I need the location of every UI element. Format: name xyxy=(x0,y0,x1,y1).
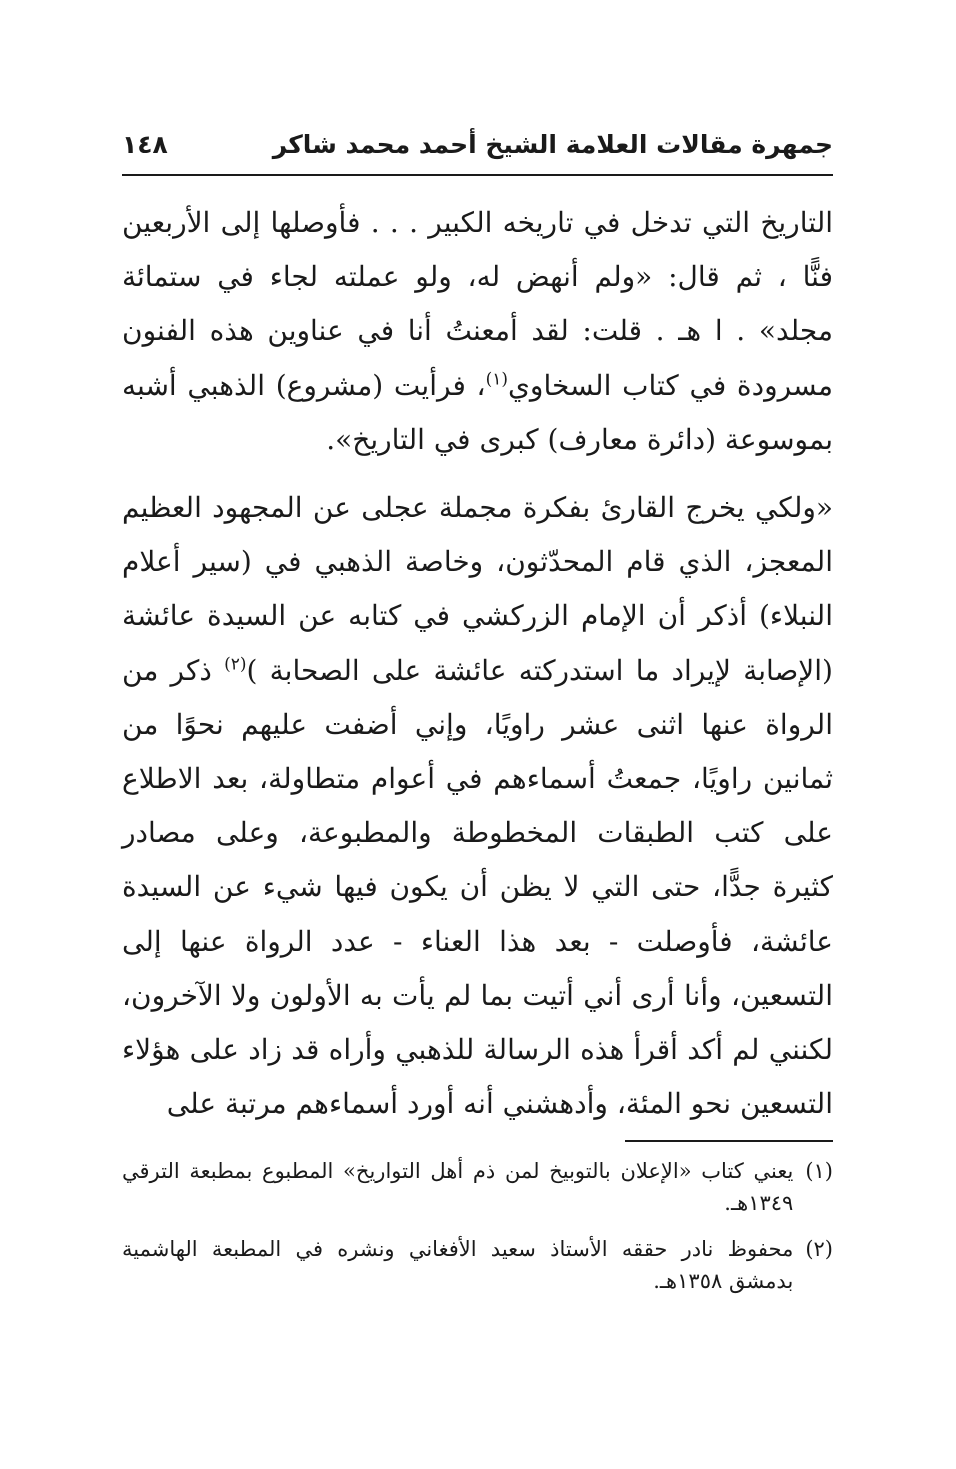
text-line: عشر راويًا، وإني أضفت عليهم نحوًا من ثمانين راويًا، جمعتُ xyxy=(122,707,833,796)
text-line: التاريخ التي تدخل في تاريخه الكبير . . . فأوصلها إلى الأربعين فنًّا ، xyxy=(122,206,833,294)
footnote-ref-2: (٢) xyxy=(224,654,247,675)
footnote-2 xyxy=(122,1233,833,1297)
text-line: ثم قال: «ولم أنهض له، ولو عملته لجاء في ستمائة مجلد» . ا هـ . xyxy=(122,260,834,348)
footnote-text: يعني كتاب «الإعلان بالتوبيخ لمن ذم أهل التواريخ» المطبوع بمطبعة الترقي ١٣٤٩هـ. xyxy=(122,1159,794,1215)
footnote-text: محفوظ نادر حققه الأستاذ سعيد الأفغاني ونشره في المطبعة الهاشمية بدمشق ١٣٥٨هـ. xyxy=(122,1237,794,1293)
text-line: الرواة عنها إلى التسعين، وأنا أرى أني أتيت بما لم يأت به الأولون xyxy=(122,924,833,1012)
text-line: السخاوي xyxy=(508,368,612,402)
text-line: أسماءهم في أعوام متطاولة، بعد الاطلاع على كتب الطبقات xyxy=(122,762,833,850)
paragraph-2 xyxy=(122,481,833,1131)
footnote-number: (١) xyxy=(805,1159,833,1183)
text-line: قلت: لقد أمعنتُ أنا في عناوين هذه الفنون مسرودة في كتاب xyxy=(122,314,834,402)
page-header xyxy=(122,124,833,164)
text-line: ، فرأيت (مشروع) الذهبي أشبه بموسوعة (دائرة معارف) xyxy=(122,368,833,456)
text-line: المعجز، الذي قام المحدّثون، وخاصة الذهبي في (سير أعلام xyxy=(122,545,833,579)
footnote-number: (٢) xyxy=(805,1237,833,1261)
footnote-ref-1: (١) xyxy=(485,369,509,390)
text-line: يكون فيها شيء عن السيدة عائشة، فأوصلت - بعد هذا العناء - عدد xyxy=(122,870,834,958)
footnotes xyxy=(122,1155,833,1311)
footnote-1 xyxy=(122,1155,833,1219)
footnote-divider xyxy=(625,1140,833,1142)
running-title: جمهرة مقالات العلامة الشيخ أحمد محمد شاكر xyxy=(272,129,833,159)
text-line: ولا الآخرون، لكنني لم أكد أقرأ هذه الرسالة للذهبي وأراه قد زاد xyxy=(122,978,833,1067)
text-line: على هؤلاء التسعين نحو المئة، وأدهشني أنه أورد أسماءهم مرتبة على xyxy=(122,1033,833,1121)
main-text xyxy=(122,196,833,1131)
paragraph-1 xyxy=(122,196,833,467)
text-line: المخطوطة والمطبوعة، وعلى مصادر كثيرة جدًّا، حتى التي لا يظن أن xyxy=(122,816,833,904)
page-number: ١٤٨ xyxy=(122,129,168,159)
text-line: لإيراد ما استدركته عائشة على الصحابة ) xyxy=(246,653,731,687)
header-divider xyxy=(122,174,833,176)
text-line: كبرى في التاريخ». xyxy=(326,422,539,456)
text-line: «ولكي يخرج القارئ بفكرة مجملة عجلى عن المجهود العظيم xyxy=(122,491,833,525)
text-line: النبلاء) أذكر أن الإمام الزركشي في كتابه عن السيدة عائشة (الإصابة xyxy=(122,599,833,687)
text-line: ذكر من الرواة عنها اثنى xyxy=(122,653,833,741)
